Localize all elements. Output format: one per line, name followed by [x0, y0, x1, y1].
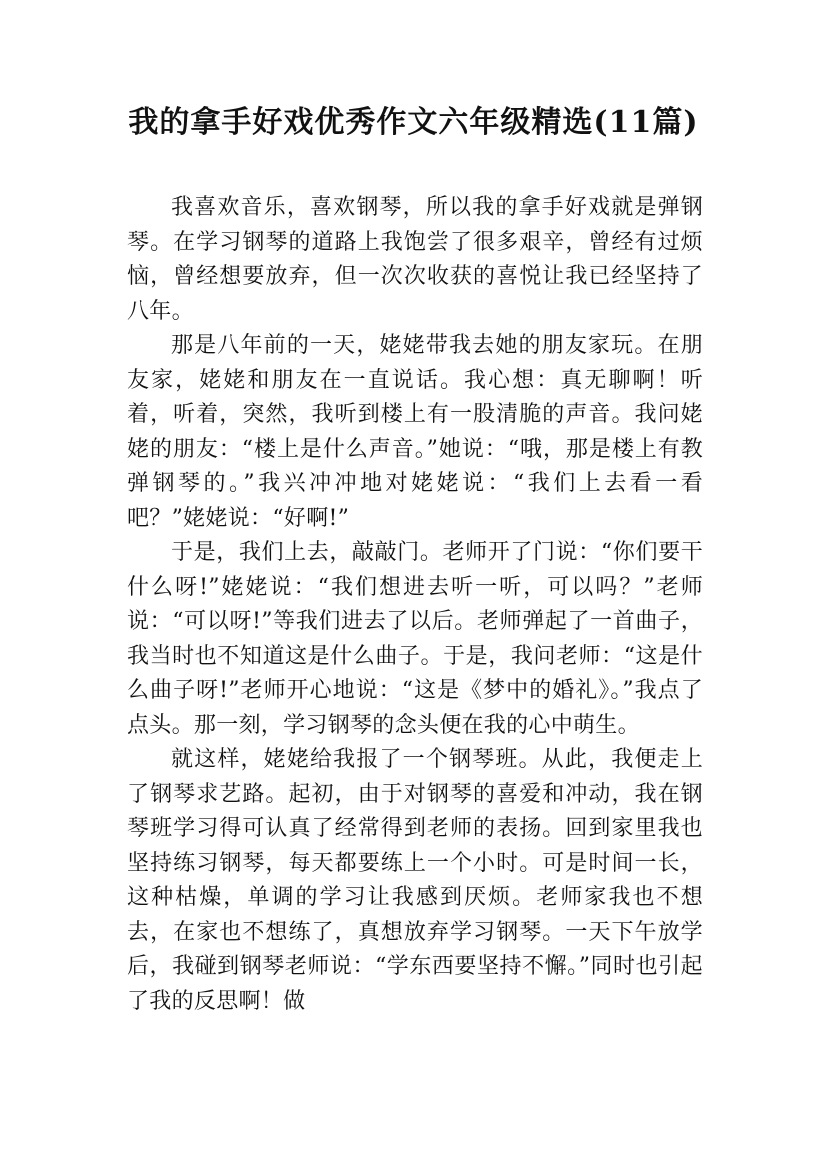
paragraph-1: 我喜欢音乐，喜欢钢琴，所以我的拿手好戏就是弹钢琴。在学习钢琴的道路上我饱尝了很多艰辛，曾经有过烦恼，曾经想要放弃，但一次次收获的喜悦让我已经坚持了八年。: [127, 195, 703, 324]
document-body: [127, 191, 703, 1019]
paragraph-4: 就这样，姥姥给我报了一个钢琴班。从此，我便走上了钢琴求艺路。起初，由于对钢琴的喜爱和冲动，我在钢琴班学习得可认真了经常得到老师的表扬。回到家里我也坚持练习钢琴，每天都要练上一个小时。可是时间一长，这种枯燥，单调的学习让我感到厌烦。老师家我也不想去，在家也不想练了，真想放弃学习钢琴。一天下午放学后，我碰到钢琴老师说：“学东西要坚持不懈。”同时也引起了我的反思啊！做: [127, 747, 703, 1014]
paragraph-3: 于是，我们上去，敲敲门。老师开了门说：“你们要干什么呀!”姥姥说：“我们想进去听一听，可以吗？”老师说：“可以呀!”等我们进去了以后。老师弹起了一首曲子，我当时也不知道这是什么曲子。于是，我问老师：“这是什么曲子呀!”老师开心地说：“这是《梦中的婚礼》。”我点了点头。那一刻，学习钢琴的念头便在我的心中萌生。: [127, 540, 703, 738]
paragraph-2: 那是八年前的一天，姥姥带我去她的朋友家玩。在朋友家，姥姥和朋友在一直说话。我心想：真无聊啊！听着，听着，突然，我听到楼上有一股清脆的声音。我问姥姥的朋友：“楼上是什么声音。”她说：“哦，那是楼上有教弹钢琴的。”我兴冲冲地对姥姥说：“我们上去看一看吧？”姥姥说：“好啊!”: [127, 333, 703, 531]
document-title: 我的拿手好戏优秀作文六年级精选(11篇): [128, 105, 699, 140]
